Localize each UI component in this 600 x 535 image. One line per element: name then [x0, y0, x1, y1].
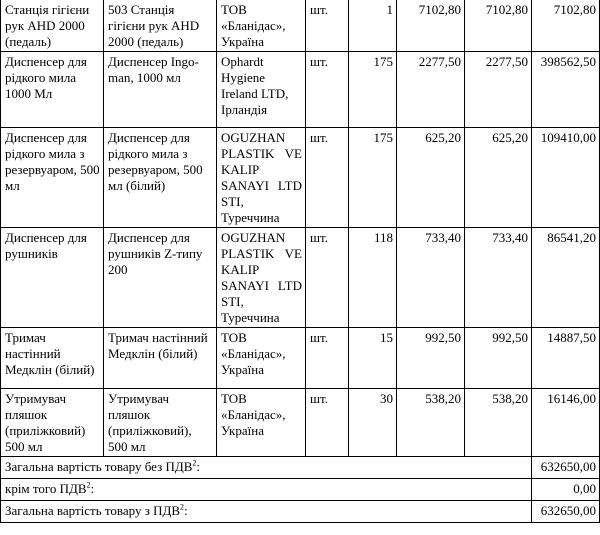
- item-model: Диспенсер для рушників Z-типу 200: [104, 228, 217, 328]
- summary-value: 0,00: [532, 479, 600, 501]
- table-row: [1, 328, 600, 389]
- item-unit: шт.: [306, 389, 349, 457]
- item-unit-price: 538,20: [397, 389, 465, 457]
- item-manufacturer: OGUZHAN PLASTIK VE KALIP SANAYI LTD STI, Туреччина: [217, 228, 306, 328]
- item-unit: шт.: [306, 328, 349, 389]
- item-manufacturer: ТОВ «Бланідас», Україна: [217, 389, 306, 457]
- item-unit: шт.: [306, 128, 349, 228]
- item-name: Диспенсер для рідкого мила з резервуаром, 500 мл: [1, 128, 104, 228]
- item-quantity: 1: [349, 0, 397, 52]
- item-total: 109410,00: [532, 128, 600, 228]
- item-total: 86541,20: [532, 228, 600, 328]
- item-quantity: 30: [349, 389, 397, 457]
- item-unit-price: 625,20: [397, 128, 465, 228]
- item-unit-price: 733,40: [397, 228, 465, 328]
- item-unit-price-vat: 538,20: [465, 389, 532, 457]
- item-quantity: 15: [349, 328, 397, 389]
- item-model: Утримувач пляшок (приліжковий), 500 мл: [104, 389, 217, 457]
- item-name: Тримач настінний Медклін (білий): [1, 328, 104, 389]
- item-unit-price: 992,50: [397, 328, 465, 389]
- item-manufacturer: OGUZHAN PLASTIK VE KALIP SANAYI LTD STI, Туреччина: [217, 128, 306, 228]
- summary-value: 632650,00: [532, 457, 600, 479]
- summary-label: Загальна вартість товару без ПДВ$^2$:: [1, 457, 532, 479]
- item-name: Диспенсер для рушників: [1, 228, 104, 328]
- item-unit-price-vat: 992,50: [465, 328, 532, 389]
- item-name: Утримувач пляшок (приліжковий) 500 мл: [1, 389, 104, 457]
- table-row: [1, 228, 600, 328]
- summary-label: крім того ПДВ$^2$:: [1, 479, 532, 501]
- item-total: 398562,50: [532, 52, 600, 128]
- item-unit: шт.: [306, 228, 349, 328]
- summary-row-total-without-vat: [1, 457, 600, 479]
- table-row: [1, 128, 600, 228]
- item-name: Диспенсер для рідкого мила 1000 Мл: [1, 52, 104, 128]
- item-model: Диспенсер для рідкого мила з резервуаром, 500 мл (білий): [104, 128, 217, 228]
- item-model: 503 Станція гігієни рук AHD 2000 (педаль): [104, 0, 217, 52]
- item-unit-price-vat: 733,40: [465, 228, 532, 328]
- item-name: Станція гігієни рук AHD 2000 (педаль): [1, 0, 104, 52]
- item-quantity: 175: [349, 52, 397, 128]
- item-manufacturer: ТОВ «Бланідас», Україна: [217, 328, 306, 389]
- item-model: Тримач настінний Медклін (білий): [104, 328, 217, 389]
- item-manufacturer: ТОВ «Бланідас», Україна: [217, 0, 306, 52]
- item-quantity: 118: [349, 228, 397, 328]
- item-model: Диспенсер Ingo-man, 1000 мл: [104, 52, 217, 128]
- table-row: [1, 52, 600, 128]
- item-total: 14887,50: [532, 328, 600, 389]
- summary-value: 632650,00: [532, 501, 600, 523]
- item-unit: шт.: [306, 52, 349, 128]
- item-unit: шт.: [306, 0, 349, 52]
- summary-row-vat: [1, 479, 600, 501]
- item-unit-price-vat: 7102,80: [465, 0, 532, 52]
- summary-row-total-with-vat: [1, 501, 600, 523]
- item-unit-price-vat: 625,20: [465, 128, 532, 228]
- item-total: 7102,80: [532, 0, 600, 52]
- item-unit-price: 7102,80: [397, 0, 465, 52]
- table-row: [1, 389, 600, 457]
- item-unit-price: 2277,50: [397, 52, 465, 128]
- summary-label: Загальна вартість товару з ПДВ$^2$:: [1, 501, 532, 523]
- item-quantity: 175: [349, 128, 397, 228]
- item-unit-price-vat: 2277,50: [465, 52, 532, 128]
- item-total: 16146,00: [532, 389, 600, 457]
- table-row: [1, 0, 600, 52]
- item-manufacturer: Ophardt Hygiene Ireland LTD, Ірландія: [217, 52, 306, 128]
